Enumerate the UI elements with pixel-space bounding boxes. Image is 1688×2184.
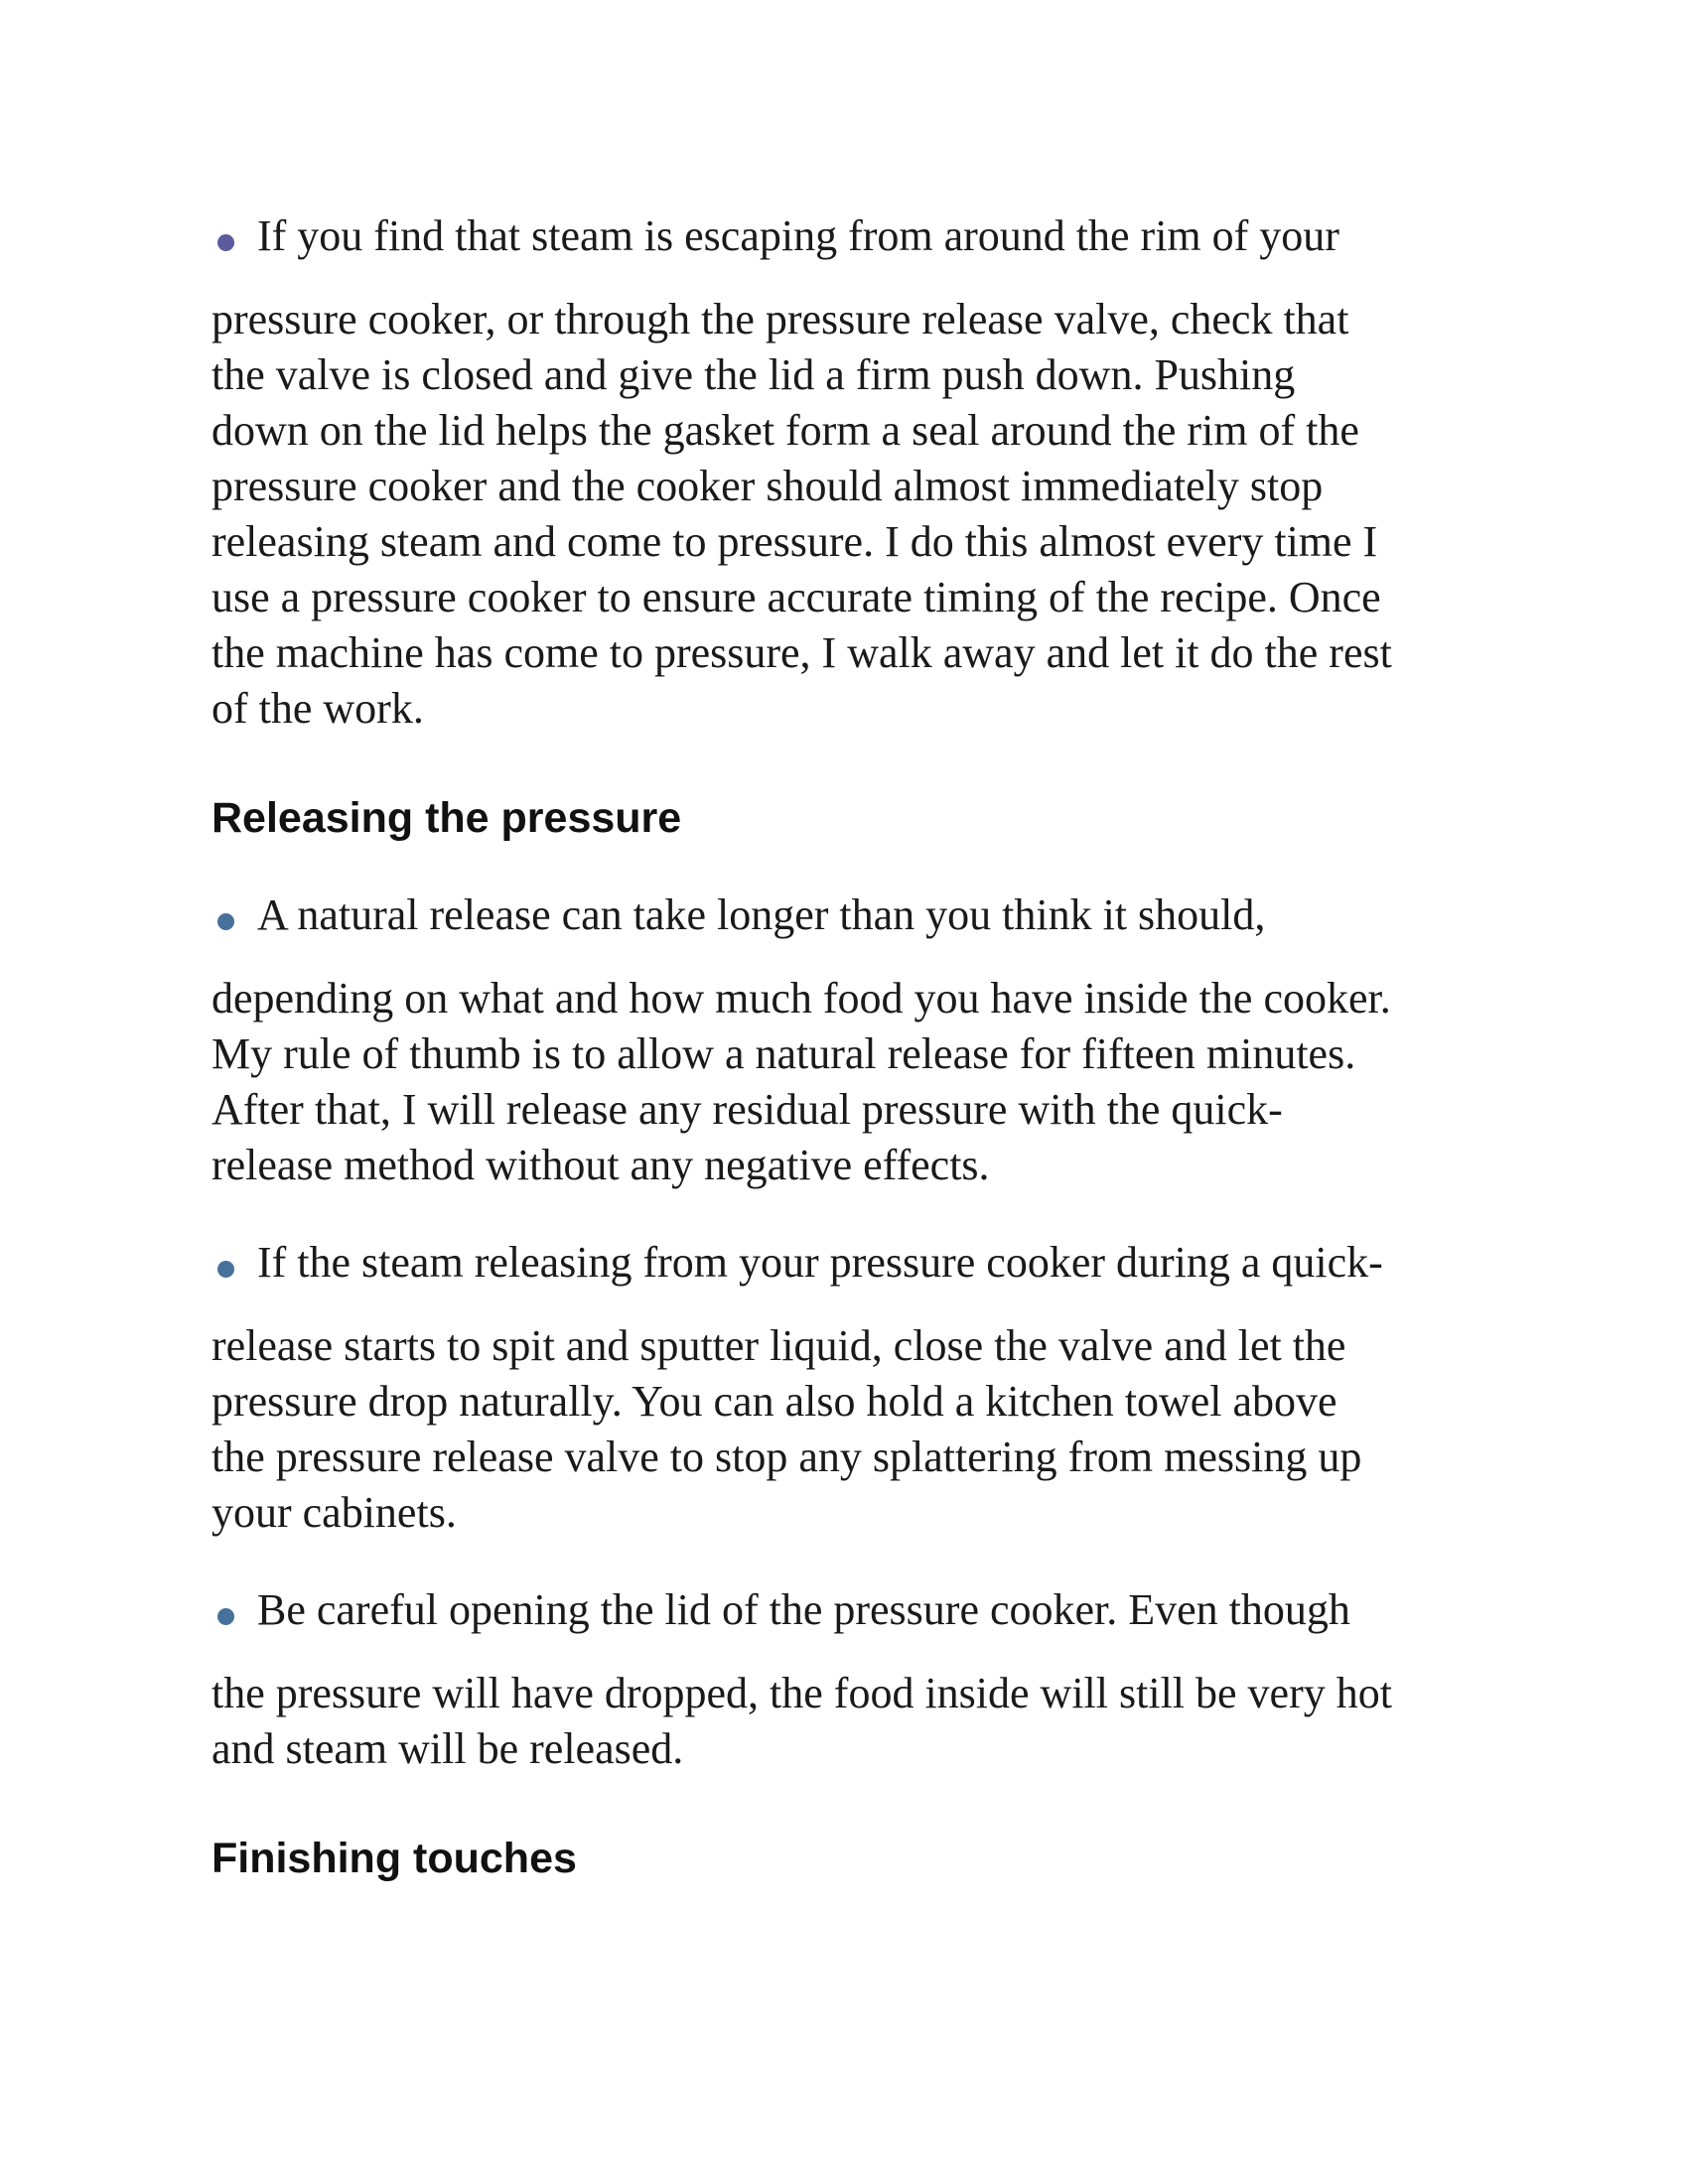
section-heading: Finishing touches — [211, 1835, 577, 1882]
paragraph — [211, 1666, 1502, 1777]
paragraph-line: depending on what and how much food you have inside the cooker. — [211, 974, 1391, 1023]
paragraph-line: After that, I will release any residual pressure with the quick- — [211, 1085, 1283, 1134]
paragraph-line: pressure cooker and the cooker should almost immediately stop — [211, 462, 1324, 510]
paragraph-line: the pressure will have dropped, the food inside will still be very hot — [211, 1669, 1392, 1717]
bullet-item — [211, 1582, 1502, 1638]
paragraph-line: the machine has come to pressure, I walk away and let it do the rest — [211, 628, 1392, 677]
paragraph-line: the valve is closed and give the lid a firm push down. Pushing — [211, 350, 1296, 399]
document-page — [211, 208, 1502, 1886]
bullet-dot-icon — [217, 234, 234, 251]
paragraph-line: of the work. — [211, 684, 424, 733]
paragraph-line: the pressure release valve to stop any splattering from messing up — [211, 1433, 1362, 1481]
bullet-text: If the steam releasing from your pressure cooker during a quick- — [257, 1238, 1383, 1287]
bullet-text: Be careful opening the lid of the pressure cooker. Even though — [257, 1585, 1350, 1634]
paragraph-line: release starts to spit and sputter liquid, close the valve and let the — [211, 1321, 1346, 1370]
paragraph — [211, 1318, 1502, 1541]
paragraph-line: and steam will be released. — [211, 1724, 684, 1773]
bullet-dot-icon — [217, 913, 234, 930]
paragraph-line: your cabinets. — [211, 1488, 457, 1537]
paragraph-line: pressure cooker, or through the pressure release valve, check that — [211, 295, 1349, 343]
paragraph-line: release method without any negative effects. — [211, 1141, 990, 1189]
section-heading: Releasing the pressure — [211, 794, 682, 842]
paragraph — [211, 971, 1502, 1193]
paragraph-line: use a pressure cooker to ensure accurate timing of the recipe. Once — [211, 573, 1381, 621]
paragraph — [211, 292, 1502, 737]
paragraph-line: down on the lid helps the gasket form a seal around the rim of the — [211, 406, 1359, 455]
paragraph-line: pressure drop naturally. You can also hold a kitchen towel above — [211, 1377, 1337, 1426]
bullet-item — [211, 208, 1502, 264]
bullet-text: If you find that steam is escaping from around the rim of your — [257, 211, 1339, 260]
bullet-item — [211, 887, 1502, 943]
bullet-dot-icon — [217, 1608, 234, 1625]
bullet-text: A natural release can take longer than you think it should, — [257, 890, 1266, 939]
bullet-dot-icon — [217, 1261, 234, 1278]
paragraph-line: releasing steam and come to pressure. I do this almost every time I — [211, 517, 1378, 566]
bullet-item — [211, 1235, 1502, 1291]
paragraph-line: My rule of thumb is to allow a natural release for fifteen minutes. — [211, 1029, 1356, 1078]
